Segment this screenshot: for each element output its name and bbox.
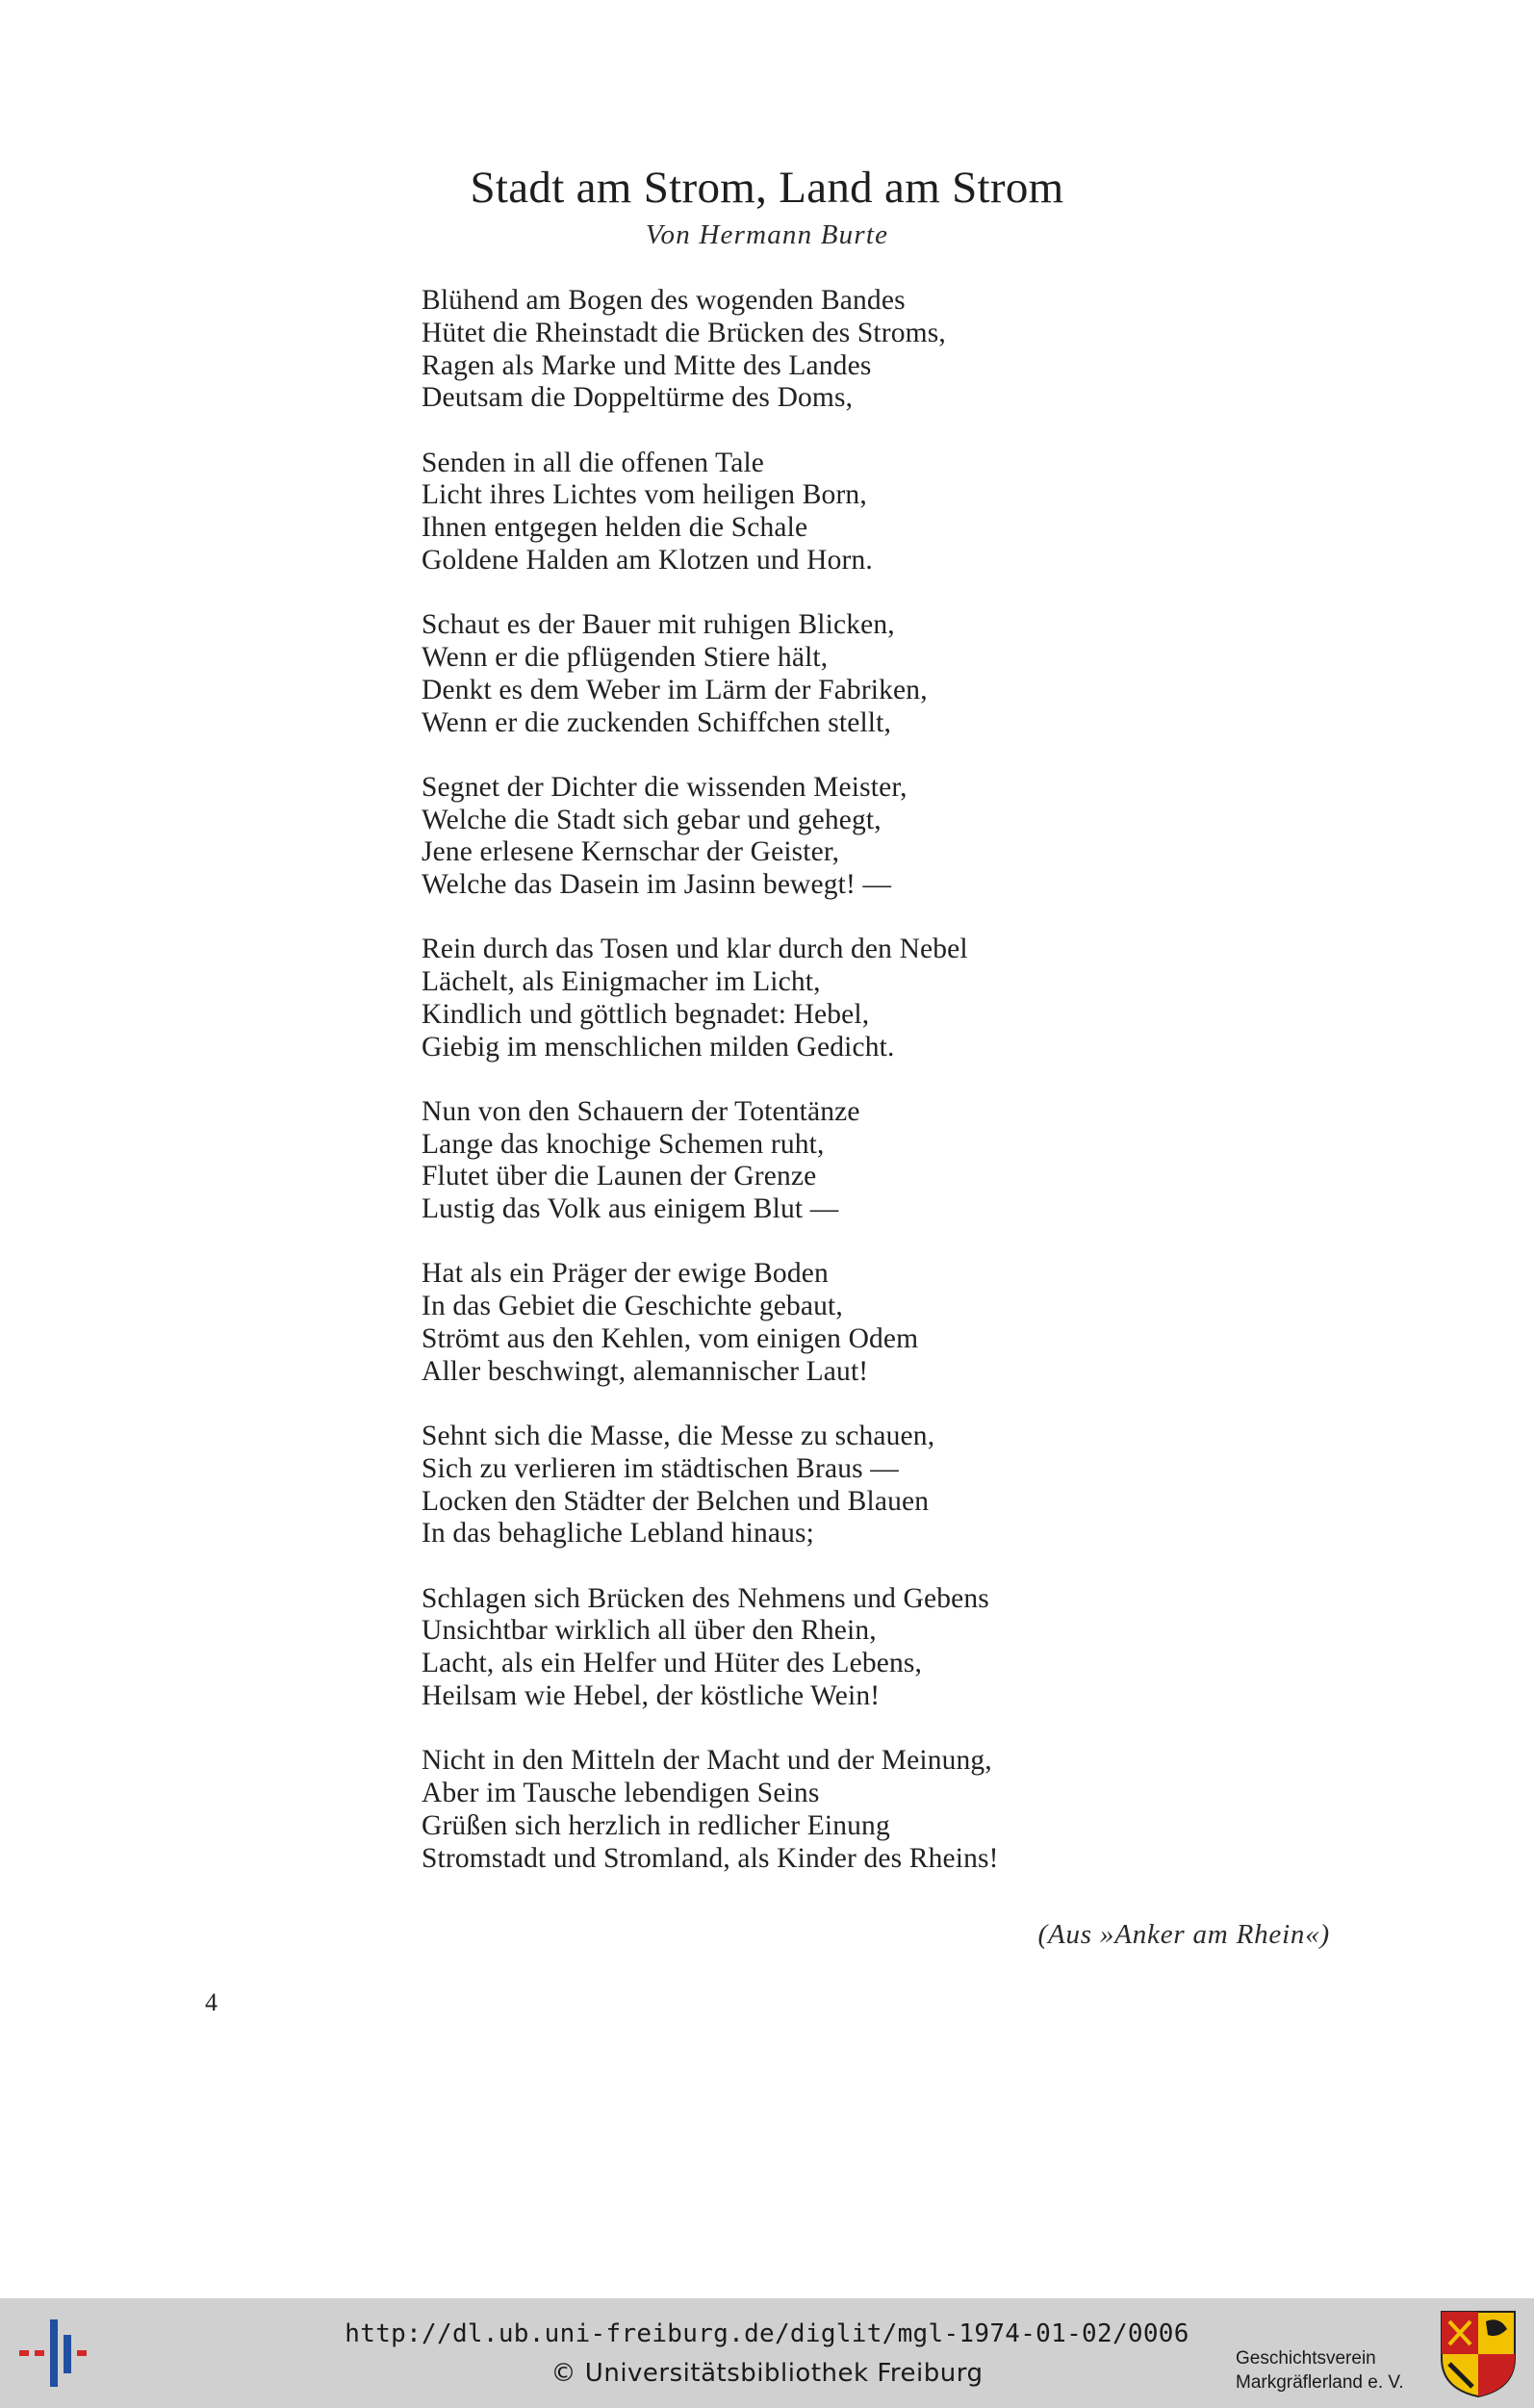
coat-of-arms-icon <box>1440 2310 1517 2398</box>
poem-line: Lustig das Volk aus einigem Blut — <box>422 1193 839 1225</box>
poem-line: Aber im Tausche lebendigen Seins <box>422 1778 820 1808</box>
poem-line: Aller beschwingt, alemannischer Laut! <box>422 1355 869 1387</box>
poem-line: Wenn er die pflügenden Stiere hält, <box>422 641 829 673</box>
poem-line: Denkt es dem Weber im Lärm der Fabriken, <box>422 674 928 705</box>
society-name-line2: Markgräflerland e. V. <box>1236 2372 1404 2393</box>
poem-stanza <box>422 1421 1384 1550</box>
poem-line: In das Gebiet die Geschichte gebaut, <box>422 1291 843 1322</box>
society-name <box>1236 2346 1404 2395</box>
poem-stanza <box>422 448 1384 577</box>
poem-line: Grüßen sich herzlich in redlicher Einung <box>422 1809 890 1841</box>
poem-stanza <box>422 609 1384 739</box>
poem-title: Stadt am Strom, Land am Strom <box>470 163 1064 213</box>
poem-line: Schlagen sich Brücken des Nehmens und Gebens <box>422 1582 989 1614</box>
poem-line: Blühend am Bogen des wogenden Bandes <box>422 285 906 316</box>
poem-stanza <box>422 1745 1384 1875</box>
poem-line: Deutsam die Doppeltürme des Doms, <box>422 382 854 414</box>
poem-line: Goldene Halden am Klotzen und Horn. <box>422 544 873 576</box>
poem-line: Locken den Städter der Belchen und Blauen <box>422 1485 930 1517</box>
poem-line: In das behagliche Lebland hinaus; <box>422 1518 814 1550</box>
copyright-notice: © Universitätsbibliothek Freiburg <box>550 2359 984 2388</box>
poem-source: (Aus »Anker am Rhein«) <box>1037 1919 1330 1950</box>
poem-line: Segnet der Dichter die wissenden Meister, <box>422 771 908 803</box>
poem-line: Wenn er die zuckenden Schiffchen stellt, <box>422 706 892 738</box>
poem-line: Strömt aus den Kehlen, vom einigen Odem <box>422 1323 919 1355</box>
poem-line: Schaut es der Bauer mit ruhigen Blicken, <box>422 609 895 641</box>
poem-stanza <box>422 1258 1384 1388</box>
poem-body <box>422 285 1384 1908</box>
poem-stanza <box>422 1583 1384 1713</box>
poem-line: Nicht in den Mitteln der Macht und der Meinung, <box>422 1745 992 1777</box>
poem-line: Ihnen entgegen helden die Schale <box>422 512 808 544</box>
poem-line: Sich zu verlieren im städtischen Braus — <box>422 1452 899 1484</box>
poem-line: Ragen als Marke und Mitte des Landes <box>422 349 872 381</box>
society-name-line1: Geschichtsverein <box>1236 2348 1376 2369</box>
poem-line: Hütet die Rheinstadt die Brücken des Stroms, <box>422 317 946 348</box>
poem-stanza <box>422 285 1384 415</box>
poem-line: Sehnt sich die Masse, die Messe zu schauen, <box>422 1421 935 1452</box>
poem-stanza <box>422 772 1384 902</box>
poem-line: Lächelt, als Einigmacher im Licht, <box>422 966 821 998</box>
poem-line: Rein durch das Tosen und klar durch den Nebel <box>422 934 968 965</box>
poem-line: Giebig im menschlichen milden Gedicht. <box>422 1031 895 1063</box>
poem-line: Lange das knochige Schemen ruht, <box>422 1128 825 1160</box>
document-url-link[interactable]: http://dl.ub.uni-freiburg.de/diglit/mgl-1974-01-02/0006 <box>345 2319 1189 2348</box>
poem-line: Stromstadt und Stromland, als Kinder des Rheins! <box>422 1842 999 1874</box>
poem-line: Lacht, als ein Helfer und Hüter des Lebens, <box>422 1648 923 1679</box>
poem-line: Licht ihres Lichtes vom heiligen Born, <box>422 479 867 511</box>
poem-line: Welche das Dasein im Jasinn bewegt! — <box>422 869 892 901</box>
poem-line: Hat als ein Präger der ewige Boden <box>422 1258 829 1290</box>
poem-line: Senden in all die offenen Tale <box>422 447 765 478</box>
poem-stanza <box>422 934 1384 1063</box>
poem-stanza <box>422 1096 1384 1226</box>
footer-bar <box>0 2298 1534 2408</box>
poem-line: Welche die Stadt sich gebar und gehegt, <box>422 804 882 835</box>
poem-line: Nun von den Schauern der Totentänze <box>422 1095 860 1127</box>
poem-author: Von Hermann Burte <box>645 219 889 250</box>
page-number: 4 <box>205 1988 217 2016</box>
poem-line: Flutet über die Launen der Grenze <box>422 1161 817 1192</box>
poem-line: Heilsam wie Hebel, der köstliche Wein! <box>422 1680 881 1712</box>
poem-line: Kindlich und göttlich begnadet: Hebel, <box>422 998 870 1030</box>
poem-line: Unsichtbar wirklich all über den Rhein, <box>422 1615 877 1647</box>
poem-line: Jene erlesene Kernschar der Geister, <box>422 836 840 868</box>
